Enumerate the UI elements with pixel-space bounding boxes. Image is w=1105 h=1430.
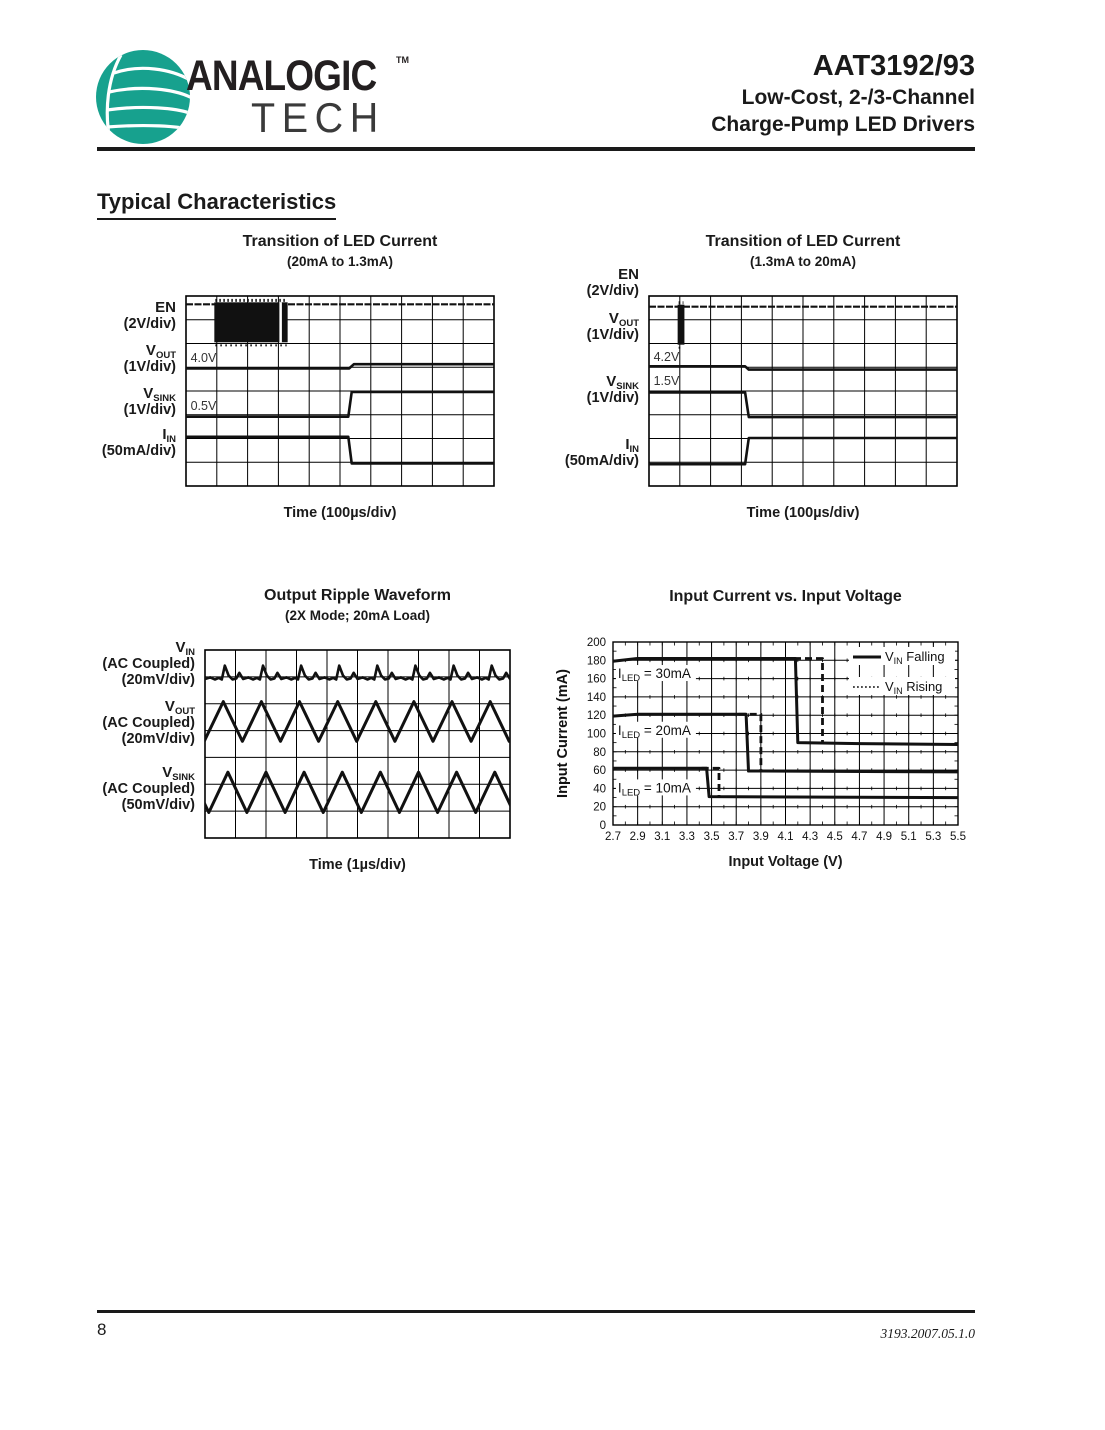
x-tick-label: 3.1 (654, 831, 671, 843)
chart3-subtitle: (2X Mode; 20mA Load) (284, 608, 430, 623)
legend-entry-rising: $V_{IN}$ Rising (885, 679, 943, 696)
channel-label-vsink: $V_{SINK}$ (1V/div) (123, 385, 176, 418)
channel-label-en: EN (2V/div) (123, 299, 176, 332)
channel-label-vsink: $V_{SINK}$ (AC Coupled) (50mV/div) (102, 764, 195, 813)
section-title: Typical Characteristics (97, 189, 336, 220)
x-tick-label: 3.5 (703, 831, 720, 843)
svg-text:1.5V: 1.5V (653, 374, 680, 389)
brand-tech: TECH (251, 94, 385, 141)
x-tick-label: 4.1 (777, 831, 794, 843)
channel-label-vin: $V_{IN}$ (AC Coupled) (20mV/div) (102, 639, 195, 688)
series-iled-10ma-vin-rising (702, 768, 719, 796)
curve-label-10mA: $I_{LED} = 10mA$ (617, 780, 691, 799)
series-iled-30ma-vin-rising (783, 659, 823, 743)
chart1-xaxis-label: Time (100µs/div) (283, 505, 397, 521)
chart3-title: Output Ripple Waveform (264, 587, 451, 604)
trademark-symbol: TM (396, 55, 409, 65)
page-number: 8 (97, 1320, 107, 1339)
series-iled-20ma-vin-rising (739, 714, 761, 771)
chart2-xaxis-label: Time (100µs/div) (746, 505, 860, 521)
curve-label-30mA: $I_{LED} = 30mA$ (617, 666, 691, 685)
channel-label-iin: $I_{IN}$ (50mA/div) (101, 426, 176, 459)
x-tick-label: 3.7 (728, 831, 745, 843)
y-tick-label: 200 (586, 637, 606, 649)
doc-subtitle-line1: Low-Cost, 2-/3-Channel (741, 86, 975, 109)
chart1-subtitle: (20mA to 1.3mA) (286, 254, 394, 269)
logo-mark (96, 50, 190, 144)
y-tick-label: 40 (593, 783, 606, 796)
footer-rule (97, 1310, 975, 1313)
x-tick-label: 3.3 (678, 831, 695, 843)
y-tick-label: 140 (586, 691, 606, 704)
header-rule (97, 147, 975, 151)
chart2-subtitle: (1.3mA to 20mA) (749, 254, 857, 269)
chart3-xaxis-label: Time (1µs/div) (309, 857, 406, 873)
legend-entry-falling: $V_{IN}$ Falling (885, 649, 945, 666)
chart2-title: Transition of LED Current (705, 233, 901, 250)
svg-text:0.5V: 0.5V (190, 399, 217, 413)
y-tick-label: 80 (593, 746, 606, 759)
x-tick-label: 2.7 (605, 831, 621, 843)
x-tick-label: 5.5 (950, 831, 966, 843)
part-number: AAT3192/93 (812, 50, 975, 82)
doc-revision-code: 3193.2007.05.1.0 (880, 1326, 975, 1341)
channel-label-vout: $V_{OUT}$ (1V/div) (586, 310, 639, 343)
y-tick-label: 180 (586, 655, 606, 668)
x-tick-label: 4.3 (802, 831, 819, 843)
x-tick-label: 5.1 (900, 831, 917, 843)
chart4-yaxis-label: Input Current (mA) (555, 669, 571, 798)
chart4-xaxis-label: Input Voltage (V) (728, 854, 843, 870)
chart1-title: Transition of LED Current (242, 233, 438, 250)
x-tick-label: 5.3 (925, 831, 942, 843)
y-tick-label: 160 (586, 673, 606, 686)
chart4-title: Input Current vs. Input Voltage (669, 588, 902, 605)
y-tick-label: 60 (593, 765, 606, 778)
x-tick-label: 4.9 (876, 831, 893, 843)
svg-text:4.0V: 4.0V (190, 351, 217, 366)
curve-label-20mA: $I_{LED} = 20mA$ (617, 722, 691, 741)
analogictech-logo (92, 46, 196, 150)
channel-label-en: EN (2V/div) (586, 266, 639, 299)
y-tick-label: 0 (599, 820, 606, 832)
x-tick-label: 3.9 (752, 831, 769, 843)
brand-analogic: ANALOGIC (186, 52, 377, 100)
doc-subtitle-line2: Charge-Pump LED Drivers (711, 113, 975, 136)
channel-label-vsink: $V_{SINK}$ (1V/div) (586, 373, 639, 406)
y-tick-label: 120 (586, 710, 606, 723)
x-tick-label: 4.7 (851, 831, 868, 843)
channel-label-vout: $V_{OUT}$ (1V/div) (123, 342, 176, 375)
x-tick-label: 2.9 (629, 831, 646, 843)
y-tick-label: 20 (593, 801, 606, 814)
x-tick-label: 4.5 (826, 831, 843, 843)
channel-label-iin: $I_{IN}$ (50mA/div) (564, 436, 639, 469)
svg-text:4.2V: 4.2V (653, 350, 680, 365)
channel-label-vout: $V_{OUT}$ (AC Coupled) (20mV/div) (102, 698, 195, 747)
y-tick-label: 100 (586, 728, 606, 741)
